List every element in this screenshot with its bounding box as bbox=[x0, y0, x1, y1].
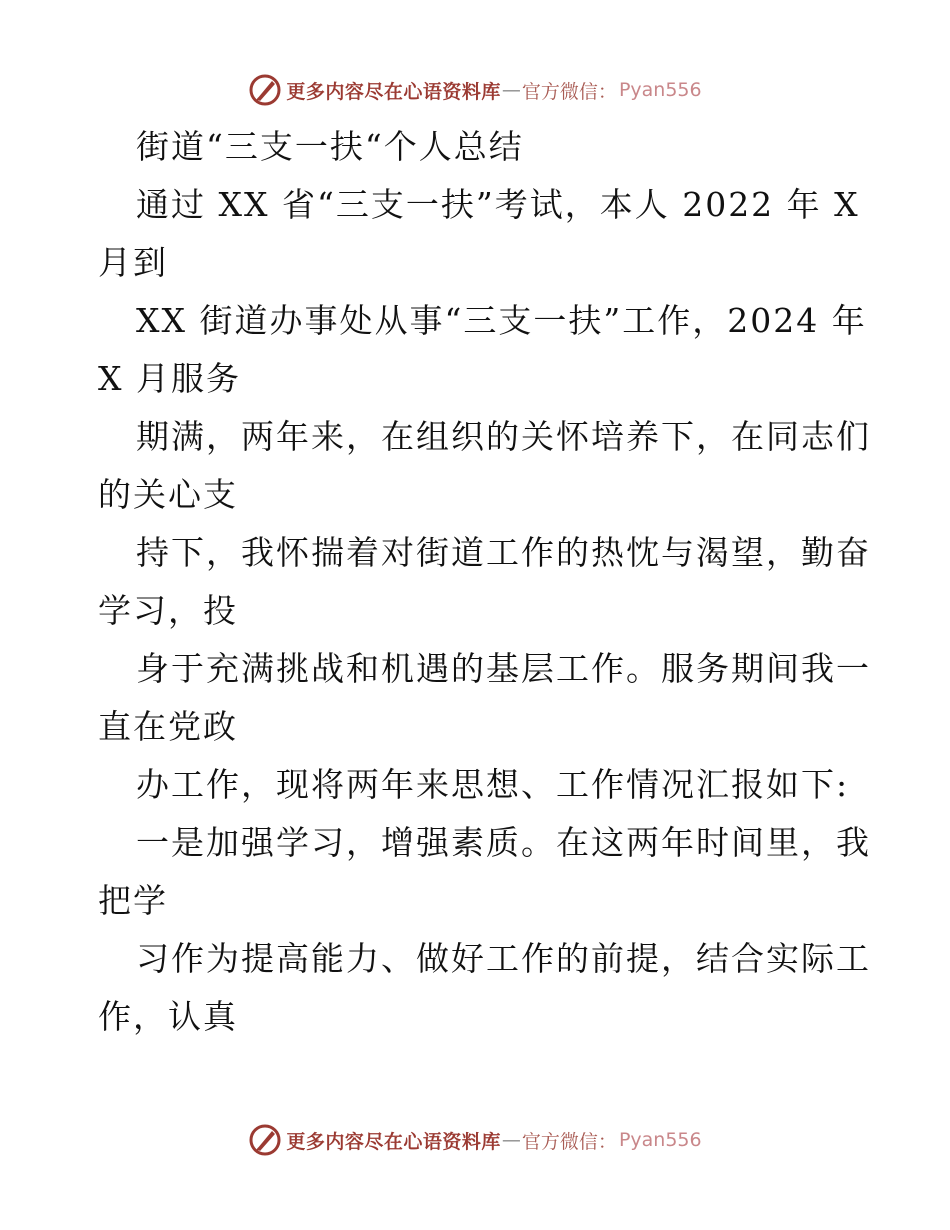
paragraph-line: 月到 bbox=[98, 243, 168, 282]
quill-pen-circle-icon bbox=[248, 73, 282, 107]
paragraph-line: 习作为提高能力、做好工作的前提，结合实际工 bbox=[136, 939, 871, 978]
footer-watermark bbox=[0, 1120, 950, 1160]
document-title: 街道“三支一扶“个人总结 bbox=[136, 127, 524, 166]
document-body bbox=[98, 118, 871, 1046]
watermark-wechat-label: 官方微信： bbox=[521, 1130, 617, 1153]
watermark-wechat-id: Pyan556 bbox=[618, 79, 702, 101]
paragraph-line: 学习，投 bbox=[98, 591, 238, 630]
header-watermark bbox=[0, 70, 950, 110]
quill-pen-circle-icon bbox=[248, 1123, 282, 1157]
watermark-main-text: 更多内容尽在心语资料库 bbox=[286, 1130, 501, 1153]
watermark-main-text: 更多内容尽在心语资料库 bbox=[286, 80, 501, 103]
paragraph-line: 把学 bbox=[98, 881, 168, 920]
watermark-separator: — bbox=[501, 1129, 521, 1151]
watermark-wechat-label: 官方微信： bbox=[521, 80, 617, 103]
paragraph-line: 通过 XX 省“三支一扶”考试，本人 2022 年 X bbox=[136, 185, 860, 224]
paragraph-line: XX 街道办事处从事“三支一扶”工作，2024 年 bbox=[136, 301, 867, 340]
watermark-wechat-id: Pyan556 bbox=[618, 1129, 702, 1151]
paragraph-line: 身于充满挑战和机遇的基层工作。服务期间我一 bbox=[136, 649, 871, 688]
paragraph-line: 期满，两年来，在组织的关怀培养下，在同志们 bbox=[136, 417, 871, 456]
paragraph-line: 的关心支 bbox=[98, 475, 238, 514]
paragraph-line: 一是加强学习，增强素质。在这两年时间里，我 bbox=[136, 823, 871, 862]
paragraph-line: 直在党政 bbox=[98, 707, 238, 746]
paragraph-line: 办工作，现将两年来思想、工作情况汇报如下: bbox=[136, 765, 850, 804]
paragraph-line: 作，认真 bbox=[98, 997, 238, 1036]
paragraph-line: 持下，我怀揣着对街道工作的热忱与渴望，勤奋 bbox=[136, 533, 871, 572]
paragraph-line: X 月服务 bbox=[98, 359, 241, 398]
watermark-separator: — bbox=[501, 79, 521, 101]
